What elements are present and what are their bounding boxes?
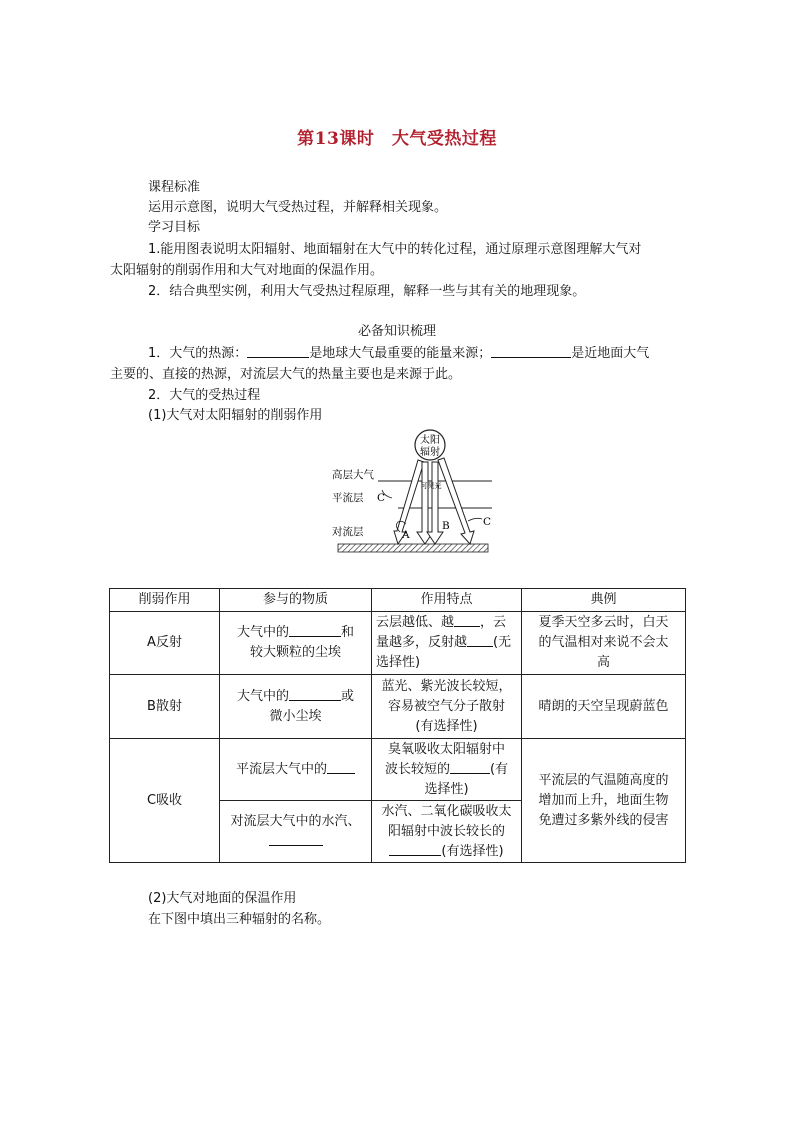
absorption-feature-2 xyxy=(372,801,522,863)
fill-blank[interactable] xyxy=(467,634,493,647)
absorption-example xyxy=(522,739,686,863)
cell-text: 大气中的 xyxy=(236,625,289,640)
fill-blank[interactable] xyxy=(389,843,441,856)
reflection-feature xyxy=(372,612,522,675)
cell-text: 较大颗粒的尘埃 xyxy=(249,645,341,660)
standard-text: 运用示意图，说明大气受热过程，并解释相关现象。 xyxy=(148,200,448,215)
header-example: 典例 xyxy=(522,589,686,612)
cell-text: 波长较短的 xyxy=(384,761,450,777)
layer-trop-label: 对流层 xyxy=(332,526,364,538)
fill-blank[interactable] xyxy=(327,761,355,774)
p1-text-a: 1．大气的热源： xyxy=(148,346,248,361)
cell-text: 夏季天空多云时，白天 xyxy=(538,615,669,630)
ground xyxy=(338,544,488,552)
knowledge-p2: 2．大气的受热过程 xyxy=(148,388,261,403)
knowledge-p1-line-1 xyxy=(148,342,649,361)
diagram-label-a: A xyxy=(402,529,410,541)
layer-strat-label: 平流层 xyxy=(332,492,364,504)
cell-text: (有选择性) xyxy=(441,843,504,859)
cell-text: 大气中的 xyxy=(236,688,289,704)
weakening-table xyxy=(109,588,686,863)
sun-label-1: 太阳 xyxy=(420,435,440,446)
cell-text: 和 xyxy=(341,625,355,640)
reflection-name: A反射 xyxy=(110,612,220,675)
cell-text: 或 xyxy=(341,688,355,704)
knowledge-p1-line-2: 主要的、直接的热源，对流层大气的热量主要也是来源于此。 xyxy=(110,367,462,382)
cell-text: 平流层的气温随高度的 xyxy=(538,772,669,788)
knowledge-p2-1: (1)大气对太阳辐射的削弱作用 xyxy=(148,408,323,423)
knowledge-heading: 必备知识梳理 xyxy=(357,324,436,339)
fill-blank[interactable] xyxy=(450,761,490,774)
fill-blank[interactable] xyxy=(289,688,341,701)
cell-text: 选择性) xyxy=(376,655,421,670)
header-substance: 参与的物质 xyxy=(220,589,372,612)
cell-text: 量越多，反射越 xyxy=(376,635,468,650)
absorption-feature-1 xyxy=(372,739,522,801)
cell-text: 平流层大气中的 xyxy=(235,761,327,777)
fill-blank[interactable] xyxy=(289,624,341,637)
diagram-label-b: B xyxy=(442,520,450,532)
cell-text: 水汽、二氧化碳吸收太 xyxy=(381,803,512,819)
table-row-scattering xyxy=(110,675,686,739)
cell-text: 高 xyxy=(596,655,610,670)
diagram-label-c-right: C xyxy=(483,516,492,528)
fill-blank[interactable] xyxy=(247,345,309,358)
standard-heading: 课程标准 xyxy=(148,180,201,195)
arrow-center-right xyxy=(427,462,443,544)
p1-text-b: 是地球大气最重要的能量来源； xyxy=(309,346,492,361)
cell-text: (有选择性) xyxy=(415,718,478,734)
reflection-example xyxy=(522,612,686,675)
absorb-curve xyxy=(468,518,482,521)
reflection-substance xyxy=(220,612,372,675)
header-effect: 削弱作用 xyxy=(110,589,220,612)
cell-text: 选择性) xyxy=(424,781,469,797)
goal-1-line-1: 1.能用图表说明太阳辐射、地面辐射在大气中的转化过程，通过原理示意图理解大气对 xyxy=(148,242,642,257)
absorption-name: C吸收 xyxy=(110,739,220,863)
visible-light-label: 可见光 xyxy=(420,482,442,490)
solar-weakening-diagram xyxy=(330,428,500,558)
fill-blank[interactable] xyxy=(491,345,571,358)
cell-text: (无 xyxy=(493,635,512,650)
scattering-feature xyxy=(372,675,522,739)
cell-text: 臭氧吸收太阳辐射中 xyxy=(387,741,505,757)
sun-label-2: 辐射 xyxy=(420,447,440,458)
knowledge-p2-2-task: 在下图中填出三种辐射的名称。 xyxy=(148,912,331,927)
table-row-absorption-1 xyxy=(110,739,686,801)
header-feature: 作用特点 xyxy=(372,589,522,612)
page-title: 第13课时 大气受热过程 xyxy=(297,129,497,149)
cell-text: 蓝光、紫光波长较短， xyxy=(381,678,512,694)
scattering-name: B散射 xyxy=(110,675,220,739)
knowledge-p2-2: (2)大气对地面的保温作用 xyxy=(148,891,297,906)
goals-heading: 学习目标 xyxy=(148,220,201,235)
absorption-substance-2 xyxy=(220,801,372,863)
diagram-label-c-left: C xyxy=(377,492,386,504)
fill-blank[interactable] xyxy=(269,833,323,846)
p1-text-c: 是近地面大气 xyxy=(571,346,650,361)
cell-text: 容易被空气分子散射 xyxy=(387,698,505,714)
cell-text: 对流层大气中的水汽、 xyxy=(230,813,361,829)
fill-blank[interactable] xyxy=(454,614,480,627)
cell-text: ，云 xyxy=(480,615,507,630)
cell-text: (有 xyxy=(489,761,509,777)
goal-1-line-2: 太阳辐射的削弱作用和大气对地面的保温作用。 xyxy=(110,263,384,278)
cell-text: 增加而上升，地面生物 xyxy=(538,792,669,808)
scattering-substance xyxy=(220,675,372,739)
goal-2: 2．结合典型实例，利用大气受热过程原理，解释一些与其有关的地理现象。 xyxy=(148,284,586,299)
layer-high-label: 高层大气 xyxy=(332,469,374,481)
cell-text: 微小尘埃 xyxy=(269,708,322,724)
cell-text: 云层越低、越 xyxy=(376,615,455,630)
table-row-reflection xyxy=(110,612,686,675)
cell-text: 免遭过多紫外线的侵害 xyxy=(538,812,669,828)
cell-text: 的气温相对来说不会太 xyxy=(538,635,669,650)
absorption-substance-1 xyxy=(220,739,372,801)
cell-text: 阳辐射中波长较长的 xyxy=(387,823,505,839)
table-header-row xyxy=(110,589,686,612)
scattering-example: 晴朗的天空呈现蔚蓝色 xyxy=(522,675,686,739)
